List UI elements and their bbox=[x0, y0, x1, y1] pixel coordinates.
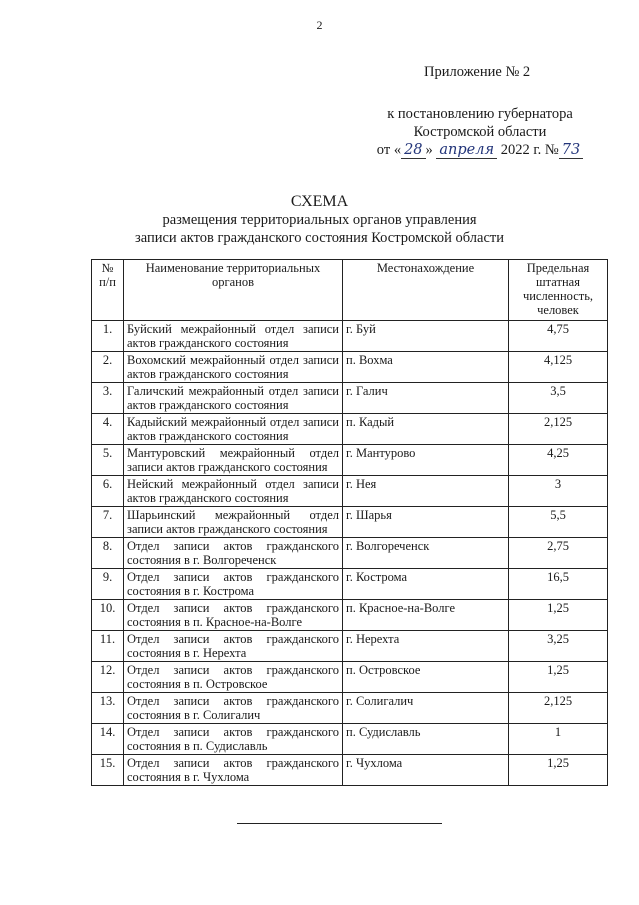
row-number: 13. bbox=[92, 693, 124, 724]
staff-limit: 1,25 bbox=[509, 600, 608, 631]
office-name: Вохомский межрайонный отдел записи актов гражданского состояния bbox=[124, 352, 343, 383]
office-name: Мантуровский межрайонный отдел записи актов гражданского состояния bbox=[124, 445, 343, 476]
staff-limit: 1,25 bbox=[509, 662, 608, 693]
office-location: п. Судиславль bbox=[343, 724, 509, 755]
office-name: Отдел записи актов гражданского состояния в п. Красное-на-Волге bbox=[124, 600, 343, 631]
date-day-handwritten: 28 bbox=[401, 142, 425, 159]
office-name: Кадыйский межрайонный отдел записи актов гражданского состояния bbox=[124, 414, 343, 445]
header-office-name: Наименование территориальных органов bbox=[124, 260, 343, 321]
office-location: г. Галич bbox=[343, 383, 509, 414]
staff-limit: 1,25 bbox=[509, 755, 608, 786]
table-row bbox=[92, 352, 608, 383]
office-location: г. Буй bbox=[343, 321, 509, 352]
table-header-row bbox=[92, 260, 608, 321]
header-number: № п/п bbox=[92, 260, 124, 321]
office-name: Отдел записи актов гражданского состояния в г. Чухлома bbox=[124, 755, 343, 786]
staff-limit: 4,25 bbox=[509, 445, 608, 476]
office-location: г. Волгореченск bbox=[343, 538, 509, 569]
header-staff-limit: Предельная штатная численность, человек bbox=[509, 260, 608, 321]
office-location: п. Красное-на-Волге bbox=[343, 600, 509, 631]
row-number: 2. bbox=[92, 352, 124, 383]
office-name: Нейский межрайонный отдел записи актов гражданского состояния bbox=[124, 476, 343, 507]
row-number: 10. bbox=[92, 600, 124, 631]
staff-limit: 3,5 bbox=[509, 383, 608, 414]
table-row bbox=[92, 476, 608, 507]
office-name: Отдел записи актов гражданского состояния в г. Волгореченск bbox=[124, 538, 343, 569]
date-year: 2022 г. № bbox=[500, 142, 559, 158]
office-name: Отдел записи актов гражданского состояния в п. Островское bbox=[124, 662, 343, 693]
title-line-1: размещения территориальных органов управления bbox=[162, 212, 477, 228]
title-main: СХЕМА bbox=[290, 193, 349, 210]
decree-date bbox=[360, 141, 600, 159]
row-number: 8. bbox=[92, 538, 124, 569]
office-location: г. Нея bbox=[343, 476, 509, 507]
office-name: Шарьинский межрайонный отдел записи актов гражданского состояния bbox=[124, 507, 343, 538]
office-location: п. Кадый bbox=[343, 414, 509, 445]
date-month-handwritten: апреля bbox=[436, 142, 497, 159]
table-row bbox=[92, 507, 608, 538]
office-name: Отдел записи актов гражданского состояния в г. Нерехта bbox=[124, 631, 343, 662]
row-number: 5. bbox=[92, 445, 124, 476]
row-number: 3. bbox=[92, 383, 124, 414]
office-name: Отдел записи актов гражданского состояния в г. Солигалич bbox=[124, 693, 343, 724]
office-location: г. Кострома bbox=[343, 569, 509, 600]
table-row bbox=[92, 383, 608, 414]
appendix-label: Приложение № 2 bbox=[424, 64, 531, 80]
table-row bbox=[92, 321, 608, 352]
office-location: г. Нерехта bbox=[343, 631, 509, 662]
office-location: г. Мантурово bbox=[343, 445, 509, 476]
table-row bbox=[92, 755, 608, 786]
office-location: п. Островское bbox=[343, 662, 509, 693]
table-row bbox=[92, 631, 608, 662]
staff-limit: 2,75 bbox=[509, 538, 608, 569]
row-number: 11. bbox=[92, 631, 124, 662]
row-number: 14. bbox=[92, 724, 124, 755]
office-location: г. Солигалич bbox=[343, 693, 509, 724]
date-prefix: от « bbox=[376, 142, 402, 158]
row-number: 12. bbox=[92, 662, 124, 693]
row-number: 9. bbox=[92, 569, 124, 600]
page-number: 2 bbox=[316, 18, 323, 32]
staff-limit: 4,75 bbox=[509, 321, 608, 352]
row-number: 6. bbox=[92, 476, 124, 507]
staff-limit: 4,125 bbox=[509, 352, 608, 383]
staff-limit: 3,25 bbox=[509, 631, 608, 662]
row-number: 7. bbox=[92, 507, 124, 538]
staff-limit: 1 bbox=[509, 724, 608, 755]
registry-offices-table bbox=[91, 259, 608, 786]
office-location: г. Шарья bbox=[343, 507, 509, 538]
staff-limit: 5,5 bbox=[509, 507, 608, 538]
closing-divider-line bbox=[237, 823, 442, 824]
table-row bbox=[92, 693, 608, 724]
table-row bbox=[92, 662, 608, 693]
row-number: 15. bbox=[92, 755, 124, 786]
table-row bbox=[92, 569, 608, 600]
table-row bbox=[92, 600, 608, 631]
staff-limit: 3 bbox=[509, 476, 608, 507]
table-row bbox=[92, 724, 608, 755]
staff-limit: 16,5 bbox=[509, 569, 608, 600]
table-row bbox=[92, 445, 608, 476]
date-mid: » bbox=[425, 142, 433, 158]
office-name: Отдел записи актов гражданского состояния в г. Кострома bbox=[124, 569, 343, 600]
title-line-2: записи актов гражданского состояния Костромской области bbox=[135, 230, 504, 246]
office-name: Галичский межрайонный отдел записи актов гражданского состояния bbox=[124, 383, 343, 414]
decree-line-1: к постановлению губернатора bbox=[387, 106, 573, 122]
office-name: Буйский межрайонный отдел записи актов гражданского состояния bbox=[124, 321, 343, 352]
office-name: Отдел записи актов гражданского состояния в п. Судиславль bbox=[124, 724, 343, 755]
staff-limit: 2,125 bbox=[509, 414, 608, 445]
row-number: 4. bbox=[92, 414, 124, 445]
header-location: Местонахождение bbox=[343, 260, 509, 321]
decree-number-handwritten: 73 bbox=[559, 142, 583, 159]
office-location: г. Чухлома bbox=[343, 755, 509, 786]
decree-reference bbox=[360, 105, 600, 159]
table-row bbox=[92, 414, 608, 445]
row-number: 1. bbox=[92, 321, 124, 352]
document-title bbox=[0, 193, 639, 247]
table-row bbox=[92, 538, 608, 569]
staff-limit: 2,125 bbox=[509, 693, 608, 724]
office-location: п. Вохма bbox=[343, 352, 509, 383]
decree-line-2: Костромской области bbox=[413, 124, 547, 140]
